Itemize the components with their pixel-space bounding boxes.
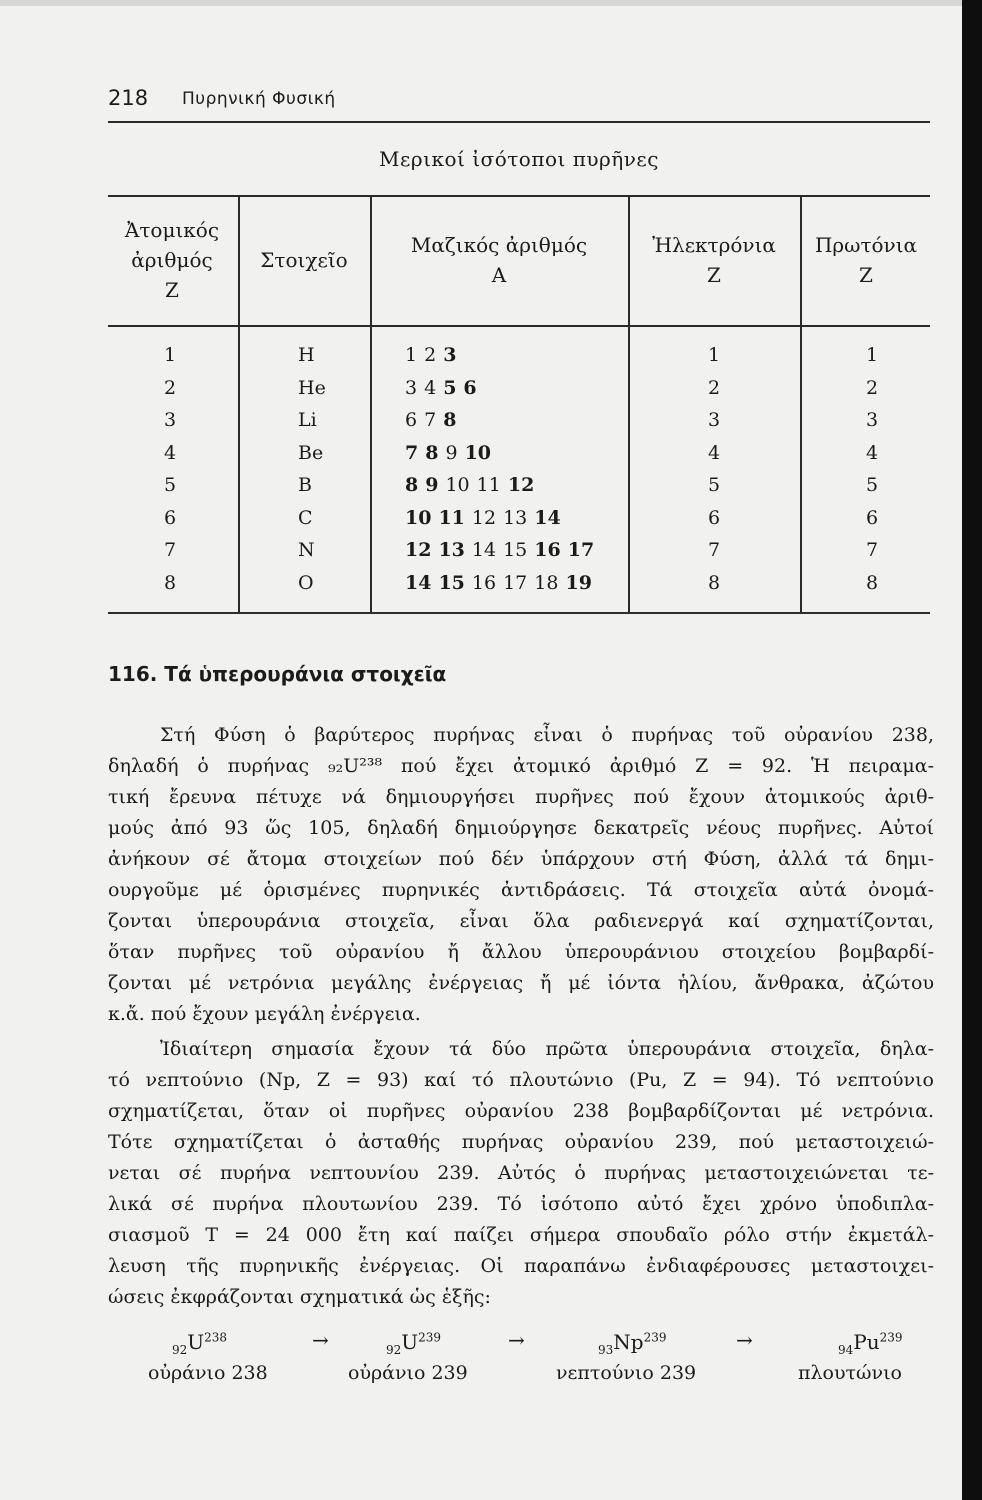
- nuclide-uranium-239: [386, 1330, 441, 1357]
- mass-number: 11: [438, 506, 465, 529]
- cell-protons: 4: [866, 441, 879, 464]
- mass-number: 13: [503, 506, 528, 529]
- mass-number: 15: [438, 571, 465, 594]
- cell-mass-numbers: [405, 572, 599, 594]
- cell-electrons: 7: [708, 539, 721, 561]
- text-line: δηλαδή ὁ πυρήνας ₉₂U²³⁸ πού ἔχει ἀτομικό ἀριθμό Z = 92. Ἡ πειραμα-: [108, 755, 934, 777]
- nuclide-z: 92: [172, 1343, 188, 1357]
- nuclide-name: οὐράνιο 238: [148, 1362, 268, 1384]
- mass-number: 14: [405, 571, 432, 594]
- text-line: Στή Φύση ὁ βαρύτερος πυρήνας εἶναι ὁ πυρήνας τοῦ οὐρανίου 238,: [160, 724, 934, 746]
- mass-number: 3: [405, 376, 418, 399]
- mass-number: 1: [405, 344, 418, 366]
- mass-number: 10: [464, 441, 492, 464]
- mass-number: 7: [405, 441, 419, 464]
- mass-number: 5: [443, 376, 457, 399]
- mass-number: 3: [443, 344, 457, 366]
- cell-electrons: 1: [708, 344, 721, 366]
- reaction-arrow: →: [736, 1328, 753, 1352]
- nuclide-uranium-238: [172, 1330, 227, 1357]
- text-line: ουργοῦμε μέ ὁρισμένες πυρηνικές ἀντιδράσεις. Τά στοιχεῖα αὐτά ὀνομά-: [108, 879, 934, 901]
- header-atomic-line: ἀριθμός: [131, 248, 213, 272]
- cell-atomic-number: 3: [164, 409, 177, 431]
- text-line: ώσεις ἐκφράζονται σχηματικά ὡς ἑξῆς:: [108, 1286, 491, 1308]
- mass-number: 12: [507, 474, 535, 496]
- mass-number: 17: [503, 571, 528, 594]
- cell-element: C: [298, 506, 313, 529]
- mass-number: 8: [443, 409, 457, 431]
- cell-electrons: 3: [708, 409, 721, 431]
- cell-element: Li: [298, 409, 317, 431]
- header-atomic-line: Ἀτομικός: [124, 218, 220, 242]
- cell-atomic-number: 1: [164, 344, 177, 366]
- nuclide-symbol: U: [187, 1330, 205, 1354]
- cell-element: He: [298, 376, 326, 399]
- cell-protons: 5: [866, 474, 879, 496]
- reaction-arrow: →: [508, 1328, 525, 1352]
- cell-electrons: 5: [708, 474, 721, 496]
- nuclide-symbol: U: [401, 1330, 419, 1354]
- cell-protons: 6: [866, 506, 879, 529]
- cell-atomic-number: 4: [164, 441, 177, 464]
- mass-number: 16: [534, 539, 561, 561]
- header-atomic-line: Z: [165, 278, 179, 302]
- header-rule: [108, 121, 930, 123]
- cell-protons: 8: [866, 571, 879, 594]
- mass-number: 8: [405, 474, 419, 496]
- header-protons-line: Πρωτόνια: [814, 233, 918, 257]
- nuclide-name: οὐράνιο 239: [348, 1362, 468, 1384]
- cell-protons: 1: [866, 344, 879, 366]
- nuclide-symbol: Np: [613, 1330, 644, 1354]
- page-number: 218: [108, 86, 149, 110]
- mass-number: 10: [405, 506, 432, 529]
- mass-number: 11: [476, 474, 501, 496]
- cell-mass-numbers: [405, 539, 601, 561]
- running-title: Πυρηνική Φυσική: [182, 89, 336, 109]
- header-protons-line: Z: [859, 263, 873, 287]
- table-caption: Μερικοί ἰσότοποι πυρῆνες: [379, 147, 659, 171]
- mass-number: 7: [424, 409, 437, 431]
- text-line: λευση τῆς πυρηνικῆς ἐνέργειας. Οἱ παραπάνω ἐνδιαφέρουσες μεταστοιχει-: [108, 1255, 934, 1277]
- mass-number: 18: [534, 571, 559, 594]
- text-line: ὅταν πυρῆνες τοῦ οὐρανίου ἤ ἄλλου ὑπερουράνιου στοιχείου βομβαρδί-: [108, 941, 934, 963]
- cell-atomic-number: 5: [164, 474, 177, 496]
- header-mass-line: A: [491, 263, 507, 287]
- nuclide-z: 93: [598, 1343, 614, 1357]
- nuclide-symbol: Pu: [853, 1330, 880, 1354]
- text-line: Τότε σχηματίζεται ὁ ἀσταθής πυρήνας οὐρανίου 239, πού μεταστοιχειώ-: [108, 1131, 934, 1153]
- paragraph-1: [108, 720, 934, 1030]
- page-binding-shadow: [962, 0, 982, 1500]
- mass-number: 17: [567, 539, 595, 561]
- header-element: Στοιχεῖο: [260, 248, 348, 272]
- cell-protons: 2: [866, 376, 879, 399]
- mass-number: 2: [424, 344, 437, 366]
- text-line: κ.ἄ. πού ἔχουν μεγάλη ἐνέργεια.: [108, 1003, 421, 1025]
- mass-number: 13: [438, 539, 465, 561]
- nuclide-z: 94: [838, 1343, 854, 1357]
- text-line: σχηματίζεται, ὅταν οἱ πυρῆνες οὐρανίου 238 βομβαρδίζονται μέ νετρόνια.: [108, 1100, 934, 1122]
- text-line: τό νεπτούνιο (Np, Z = 93) καί τό πλουτώνιο (Pu, Z = 94). Τό νεπτούνιο: [108, 1069, 934, 1091]
- nuclide-neptunium-239: [598, 1330, 667, 1357]
- cell-mass-numbers: [405, 377, 484, 399]
- header-electrons: [630, 230, 798, 290]
- cell-atomic-number: 6: [164, 506, 177, 529]
- nuclide-plutonium-239: [838, 1330, 903, 1357]
- header-mass-number: [372, 230, 626, 290]
- cell-element: B: [298, 474, 312, 496]
- page-header: [108, 86, 928, 116]
- cell-electrons: 8: [708, 571, 721, 594]
- text-line: τική ἔρευνα πέτυχε νά δημιουργήσει πυρῆνες πού ἔχουν ἀτομικούς ἀριθ-: [108, 786, 934, 808]
- cell-protons: 7: [866, 539, 879, 561]
- mass-number: 8: [425, 441, 439, 464]
- nuclide-z: 92: [386, 1343, 402, 1357]
- cell-mass-numbers: [405, 442, 498, 464]
- nuclide-a: 239: [418, 1330, 442, 1345]
- mass-number: 6: [405, 409, 418, 431]
- mass-number: 19: [565, 571, 592, 594]
- text-line: σιασμοῦ T = 24 000 ἔτη καί παίζει σήμερα σπουδαῖο ρόλο στήν ἐκμετάλ-: [108, 1224, 934, 1246]
- mass-number: 14: [534, 506, 561, 529]
- nuclide-name: πλουτώνιο: [798, 1362, 902, 1384]
- text-line: ζονται ὑπερουράνια στοιχεῖα, εἶναι ὅλα ραδιενεργά καί σχηματίζονται,: [108, 910, 934, 932]
- mass-number: 12: [405, 539, 432, 561]
- cell-protons: 3: [866, 409, 879, 431]
- cell-electrons: 2: [708, 376, 721, 399]
- mass-number: 16: [471, 571, 497, 594]
- mass-number: 9: [445, 441, 458, 464]
- text-line: λικά σέ πυρήνα πλουτωνίου 239. Τό ἰσότοπο αὐτό ἔχει χρόνο ὑποδιπλα-: [108, 1193, 934, 1215]
- mass-number: 15: [503, 539, 528, 561]
- header-atomic-number: [108, 215, 236, 305]
- cell-mass-numbers: [405, 474, 541, 496]
- table-header-rule: [108, 325, 930, 327]
- text-line: μούς ἀπό 93 ὥς 105, δηλαδή δημιούργησε δεκατρεῖς νέους πυρῆνες. Αὐτοί: [108, 817, 934, 839]
- mass-number: 12: [471, 506, 497, 529]
- header-electrons-line: Ἠλεκτρόνια: [652, 233, 776, 257]
- paragraph-2: [108, 1034, 934, 1313]
- mass-number: 10: [445, 474, 470, 496]
- header-electrons-line: Z: [707, 263, 721, 287]
- text-line: ζονται μέ νετρόνια μεγάλης ἐνέργειας ἤ μέ ἰόντα ἡλίου, ἄνθρακα, ἀζώτου: [108, 972, 934, 994]
- cell-mass-numbers: [405, 507, 568, 529]
- cell-mass-numbers: [405, 344, 463, 366]
- nuclide-a: 239: [643, 1330, 667, 1345]
- nuclide-a: 238: [204, 1330, 228, 1345]
- cell-element: H: [298, 344, 315, 366]
- cell-element: Be: [298, 441, 324, 464]
- table-bottom-rule: [108, 612, 930, 614]
- header-protons: [802, 230, 930, 290]
- mass-number: 4: [424, 376, 437, 399]
- cell-atomic-number: 7: [164, 539, 177, 561]
- reaction-arrow: →: [312, 1328, 329, 1352]
- cell-atomic-number: 2: [164, 376, 177, 399]
- nuclide-a: 239: [879, 1330, 903, 1345]
- table-top-rule: [108, 195, 930, 197]
- cell-element: N: [298, 539, 315, 561]
- cell-element: O: [298, 571, 314, 594]
- mass-number: 14: [471, 539, 497, 561]
- cell-mass-numbers: [405, 409, 463, 431]
- mass-number: 9: [425, 474, 439, 496]
- cell-electrons: 6: [708, 506, 721, 529]
- section-heading: 116. Τά ὑπερουράνια στοιχεῖα: [108, 662, 447, 686]
- mass-number: 6: [463, 376, 477, 399]
- nuclide-name: νεπτούνιο 239: [556, 1362, 697, 1384]
- text-line: ἀνήκουν σέ ἄτομα στοιχείων πού δέν ὑπάρχουν στή Φύση, ἀλλά τά δημι-: [108, 848, 934, 870]
- page-top-edge: [0, 0, 982, 6]
- text-line: νεται σέ πυρήνα νεπτουνίου 239. Αὐτός ὁ πυρήνας μεταστοιχειώνεται τε-: [108, 1162, 934, 1184]
- header-mass-line: Μαζικός ἀριθμός: [410, 233, 588, 257]
- cell-atomic-number: 8: [164, 571, 177, 594]
- text-line: Ἰδιαίτερη σημασία ἔχουν τά δύο πρῶτα ὑπερουράνια στοιχεῖα, δηλα-: [160, 1038, 934, 1060]
- cell-electrons: 4: [708, 441, 721, 464]
